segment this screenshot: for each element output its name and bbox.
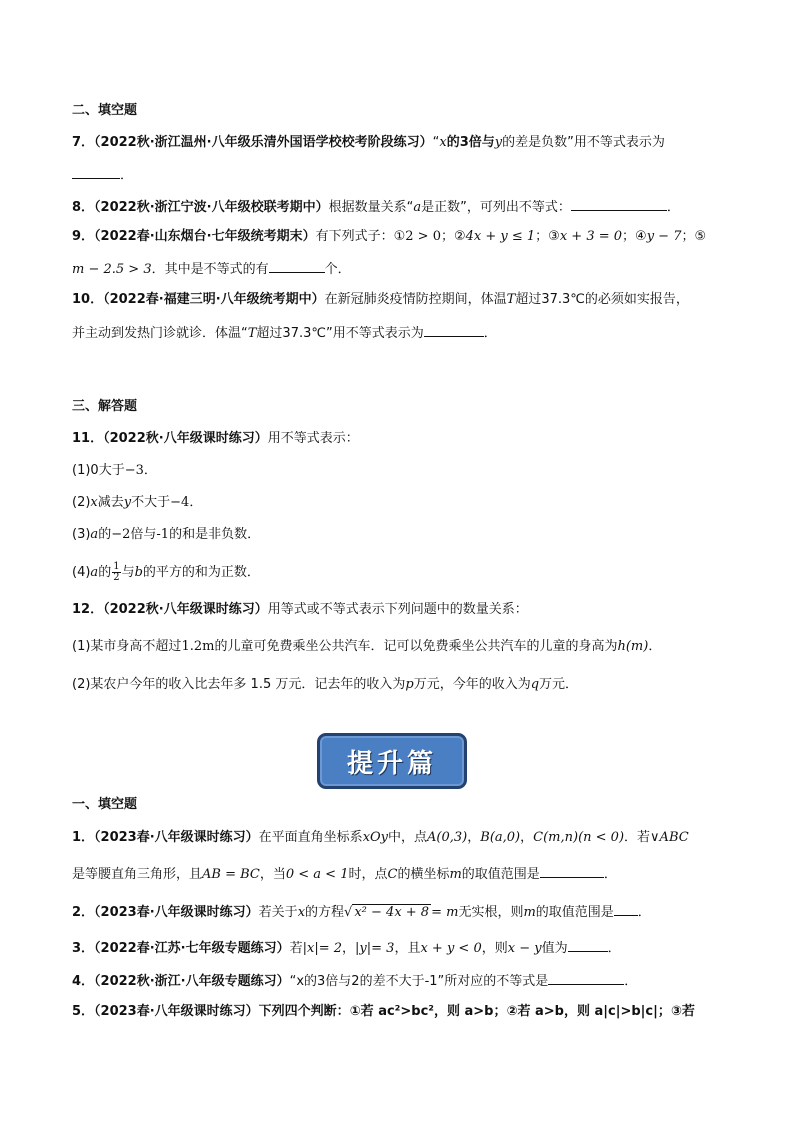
question-10: 10．（2022春·福建三明·八年级统考期中）在新冠肺炎疫情防控期间，体温T超过37.3℃的必须如实报告， (72, 292, 689, 307)
question-source: （2023春·八年级课时练习） (94, 830, 259, 845)
question-number: 9． (72, 229, 95, 244)
question-number: 1． (72, 830, 95, 845)
advanced-question-1: 1．（2023春·八年级课时练习）在平面直角坐标系xOy中，点A(0,3)，B(a,0)，C(m,n)(n < 0)．若∨ABC (72, 830, 689, 845)
advanced-section-banner (317, 733, 467, 789)
answer-blank[interactable] (571, 196, 667, 211)
question-number: 10． (72, 292, 104, 307)
question-number: 7． (72, 135, 95, 150)
question-12-item-2: (2)某农户今年的收入比去年多 1.5 万元．记去年的收入为p万元，今年的收入为q万元． (72, 677, 579, 692)
question-number: 2． (72, 905, 95, 920)
question-number: 11． (72, 431, 104, 446)
question-source: （2023春·八年级课时练习） (94, 905, 259, 920)
question-source: （2022秋·浙江·八年级专题练习） (94, 974, 290, 989)
section-heading-fill-blank: 二、填空题 (72, 103, 138, 118)
question-10-cont: 并主动到发热门诊就诊．体温“T超过37.3℃”用不等式表示为 ． (72, 322, 732, 342)
section-heading-answer: 三、解答题 (72, 399, 138, 414)
question-9-cont: m − 2.5 > 3．其中是不等式的有 个． (72, 258, 732, 278)
question-9: 9．（2022春·山东烟台·七年级统考期末）有下列式子：①2 > 0；②4x + y ≤ 1；③x + 3 = 0；④y − 7；⑤ (72, 229, 707, 244)
advanced-question-1-cont: 是等腰直角三角形，且AB = BC，当0 < a < 1时，点C的横坐标m的取值范围是 ． (72, 863, 732, 883)
answer-blank[interactable] (540, 863, 604, 878)
question-11-item-4: (4)a的 $\frac{1}{2}$ 与b的平方的和为正数． (72, 561, 260, 583)
question-7-answer-line: ． (72, 164, 732, 184)
question-source: （2022春·山东烟台·七年级统考期末） (94, 229, 316, 244)
question-11-item-2: (2)x减去y不大于−4． (72, 495, 203, 510)
question-number: 5． (72, 1004, 95, 1019)
square-root-expression: √ x² − 4x + 8 (344, 905, 430, 920)
question-11-item-1: (1)0大于−3． (72, 463, 157, 478)
advanced-question-2: 2．（2023春·八年级课时练习）若关于x的方程√ x² − 4x + 8 = m无实根，则m的取值范围是 ． (72, 901, 732, 921)
question-source: （2022秋·浙江温州·八年级乐清外国语学校校考阶段练习） (94, 135, 433, 150)
section-heading-fill-blank-advanced: 一、填空题 (72, 797, 138, 812)
question-source: （2022秋·八年级课时练习） (103, 431, 268, 446)
question-source: （2022秋·浙江宁波·八年级校联考期中） (94, 200, 329, 215)
question-7: 7．（2022秋·浙江温州·八年级乐清外国语学校校考阶段练习）“x的3倍与y的差是负数”用不等式表示为 (72, 135, 665, 150)
advanced-question-3: 3．（2022春·江苏·七年级专题练习）若|x|= 2，|y|= 3，且x + y < 0，则x − y值为 ． (72, 937, 732, 957)
question-12-item-1: (1)某市身高不超过1.2m的儿童可免费乘坐公共汽车．记可以免费乘坐公共汽车的儿童的身高为h(m)． (72, 639, 662, 654)
answer-blank[interactable] (269, 258, 325, 273)
question-number: 3． (72, 941, 95, 956)
question-number: 12． (72, 602, 104, 617)
answer-blank[interactable] (548, 970, 624, 985)
question-number: 4． (72, 974, 95, 989)
advanced-question-4: 4．（2022秋·浙江·八年级专题练习）“x的3倍与2的差不大于-1”所对应的不等式是 ． (72, 970, 732, 990)
question-source: （2023春·八年级课时练习） (94, 1004, 259, 1019)
banner-label: 提升篇 (346, 748, 437, 779)
answer-blank[interactable] (72, 164, 120, 179)
answer-blank[interactable] (424, 322, 484, 337)
answer-blank[interactable] (568, 937, 608, 952)
question-11: 11．（2022秋·八年级课时练习）用不等式表示： (72, 431, 359, 446)
question-11-item-3: (3)a的−2倍与-1的和是非负数． (72, 527, 261, 542)
advanced-question-5: 5．（2023春·八年级课时练习）下列四个判断：①若 ac²>bc²，则 a>b；②若 a>b，则 a|c|>b|c|；③若 (72, 1004, 695, 1019)
question-source: （2022春·福建三明·八年级统考期中） (103, 292, 325, 307)
question-source: （2022秋·八年级课时练习） (103, 602, 268, 617)
fraction-one-half: $\frac{1}{2}$ (113, 561, 120, 583)
question-12: 12．（2022秋·八年级课时练习）用等式或不等式表示下列问题中的数量关系： (72, 602, 528, 617)
answer-blank[interactable] (614, 901, 638, 916)
question-source: （2022春·江苏·七年级专题练习） (94, 941, 290, 956)
question-8: 8．（2022秋·浙江宁波·八年级校联考期中）根据数量关系“a是正数”，可列出不等式： ． (72, 196, 732, 216)
question-number: 8． (72, 200, 95, 215)
